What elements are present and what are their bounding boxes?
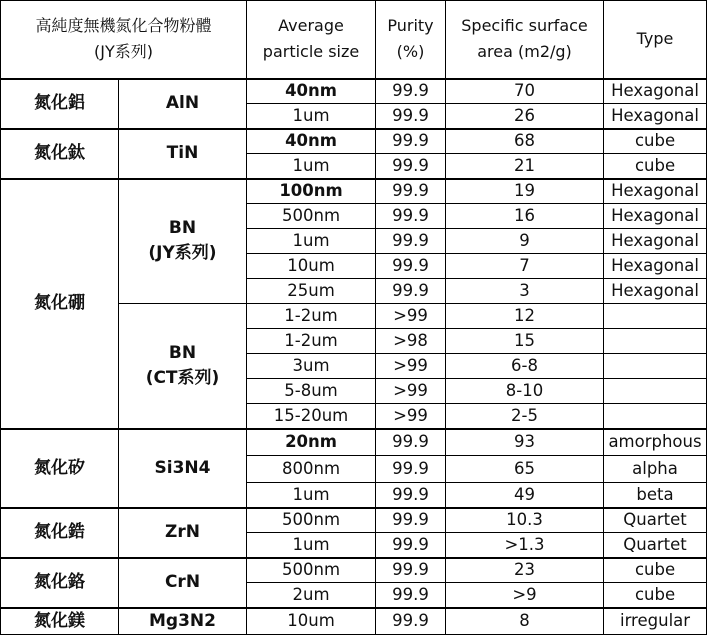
- purity-value: >98: [376, 329, 446, 354]
- particle-size: 1um: [247, 533, 376, 558]
- particle-size: 500nm: [247, 508, 376, 533]
- crystal-type: alpha: [604, 456, 707, 483]
- table-row: [1, 558, 707, 583]
- purity-value: 99.9: [376, 533, 446, 558]
- compound-formula: BN (CT系列): [119, 304, 247, 429]
- surface-area-value: 21: [446, 154, 604, 179]
- compound-name: 氮化矽: [1, 429, 119, 508]
- compound-formula: CrN: [119, 558, 247, 608]
- purity-value: 99.9: [376, 558, 446, 583]
- crystal-type: irregular: [604, 608, 707, 635]
- surface-area-value: 16: [446, 204, 604, 229]
- particle-size: 1-2um: [247, 304, 376, 329]
- header-surface-area: Specific surface area (m2/g): [446, 1, 604, 79]
- table-row: [1, 79, 707, 104]
- surface-area-value: 68: [446, 129, 604, 154]
- particle-size: 500nm: [247, 204, 376, 229]
- purity-value: 99.9: [376, 508, 446, 533]
- compound-name: 氮化硼: [1, 179, 119, 429]
- table-row: [1, 129, 707, 154]
- particle-size: 1um: [247, 104, 376, 129]
- purity-value: 99.9: [376, 129, 446, 154]
- compound-formula: ZrN: [119, 508, 247, 558]
- particle-size: 2um: [247, 583, 376, 608]
- surface-area-value: 70: [446, 79, 604, 104]
- particle-size: 1um: [247, 483, 376, 508]
- particle-size: 500nm: [247, 558, 376, 583]
- header-row: [1, 1, 707, 79]
- compound-formula: Mg3N2: [119, 608, 247, 635]
- surface-area-value: 9: [446, 229, 604, 254]
- crystal-type: Hexagonal: [604, 104, 707, 129]
- crystal-type: cube: [604, 558, 707, 583]
- surface-area-value: >9: [446, 583, 604, 608]
- compound-name: 氮化鎂: [1, 608, 119, 635]
- surface-area-value: 19: [446, 179, 604, 204]
- crystal-type: beta: [604, 483, 707, 508]
- crystal-type: cube: [604, 154, 707, 179]
- particle-size: 3um: [247, 354, 376, 379]
- crystal-type: Hexagonal: [604, 79, 707, 104]
- crystal-type: Quartet: [604, 533, 707, 558]
- particle-size: 40nm: [247, 79, 376, 104]
- table-row: [1, 179, 707, 204]
- purity-value: >99: [376, 304, 446, 329]
- surface-area-value: 3: [446, 279, 604, 304]
- particle-size: 5-8um: [247, 379, 376, 404]
- purity-value: 99.9: [376, 254, 446, 279]
- crystal-type: Quartet: [604, 508, 707, 533]
- surface-area-value: >1.3: [446, 533, 604, 558]
- purity-value: 99.9: [376, 104, 446, 129]
- header-purity: Purity (%): [376, 1, 446, 79]
- surface-area-value: 65: [446, 456, 604, 483]
- header-particle-size: Average particle size: [247, 1, 376, 79]
- compound-formula: TiN: [119, 129, 247, 179]
- table-row: [1, 429, 707, 456]
- particle-size: 100nm: [247, 179, 376, 204]
- compound-formula: AlN: [119, 79, 247, 129]
- particle-size: 15-20um: [247, 404, 376, 429]
- purity-value: 99.9: [376, 608, 446, 635]
- particle-size: 1um: [247, 229, 376, 254]
- particle-size: 1-2um: [247, 329, 376, 354]
- particle-size: 1um: [247, 154, 376, 179]
- surface-area-value: 8-10: [446, 379, 604, 404]
- purity-value: 99.9: [376, 204, 446, 229]
- purity-value: 99.9: [376, 229, 446, 254]
- purity-value: >99: [376, 379, 446, 404]
- header-category: 高純度無機氮化合物粉體 (JY系列): [1, 1, 247, 79]
- crystal-type: [604, 329, 707, 354]
- purity-value: 99.9: [376, 279, 446, 304]
- particle-size: 10um: [247, 254, 376, 279]
- purity-value: >99: [376, 404, 446, 429]
- surface-area-value: 6-8: [446, 354, 604, 379]
- crystal-type: Hexagonal: [604, 179, 707, 204]
- crystal-type: [604, 304, 707, 329]
- particle-size: 20nm: [247, 429, 376, 456]
- compound-formula: Si3N4: [119, 429, 247, 508]
- surface-area-value: 12: [446, 304, 604, 329]
- crystal-type: [604, 354, 707, 379]
- surface-area-value: 2-5: [446, 404, 604, 429]
- compound-name: 氮化鋁: [1, 79, 119, 129]
- crystal-type: [604, 379, 707, 404]
- table-body: [1, 79, 707, 635]
- purity-value: 99.9: [376, 456, 446, 483]
- compound-name: 氮化鈦: [1, 129, 119, 179]
- compound-name: 氮化鋯: [1, 508, 119, 558]
- table-row: [1, 508, 707, 533]
- particle-size: 40nm: [247, 129, 376, 154]
- crystal-type: Hexagonal: [604, 254, 707, 279]
- purity-value: 99.9: [376, 483, 446, 508]
- crystal-type: cube: [604, 583, 707, 608]
- surface-area-value: 8: [446, 608, 604, 635]
- purity-value: 99.9: [376, 583, 446, 608]
- particle-size: 800nm: [247, 456, 376, 483]
- particle-size: 25um: [247, 279, 376, 304]
- surface-area-value: 93: [446, 429, 604, 456]
- surface-area-value: 26: [446, 104, 604, 129]
- surface-area-value: 15: [446, 329, 604, 354]
- purity-value: 99.9: [376, 154, 446, 179]
- compound-formula: BN (JY系列): [119, 179, 247, 304]
- purity-value: 99.9: [376, 79, 446, 104]
- compound-name: 氮化鉻: [1, 558, 119, 608]
- table-row: [1, 608, 707, 635]
- crystal-type: Hexagonal: [604, 279, 707, 304]
- surface-area-value: 7: [446, 254, 604, 279]
- purity-value: >99: [376, 354, 446, 379]
- crystal-type: [604, 404, 707, 429]
- crystal-type: Hexagonal: [604, 229, 707, 254]
- surface-area-value: 10.3: [446, 508, 604, 533]
- header-type: Type: [604, 1, 707, 79]
- purity-value: 99.9: [376, 179, 446, 204]
- crystal-type: Hexagonal: [604, 204, 707, 229]
- crystal-type: cube: [604, 129, 707, 154]
- surface-area-value: 49: [446, 483, 604, 508]
- purity-value: 99.9: [376, 429, 446, 456]
- particle-size: 10um: [247, 608, 376, 635]
- surface-area-value: 23: [446, 558, 604, 583]
- crystal-type: amorphous: [604, 429, 707, 456]
